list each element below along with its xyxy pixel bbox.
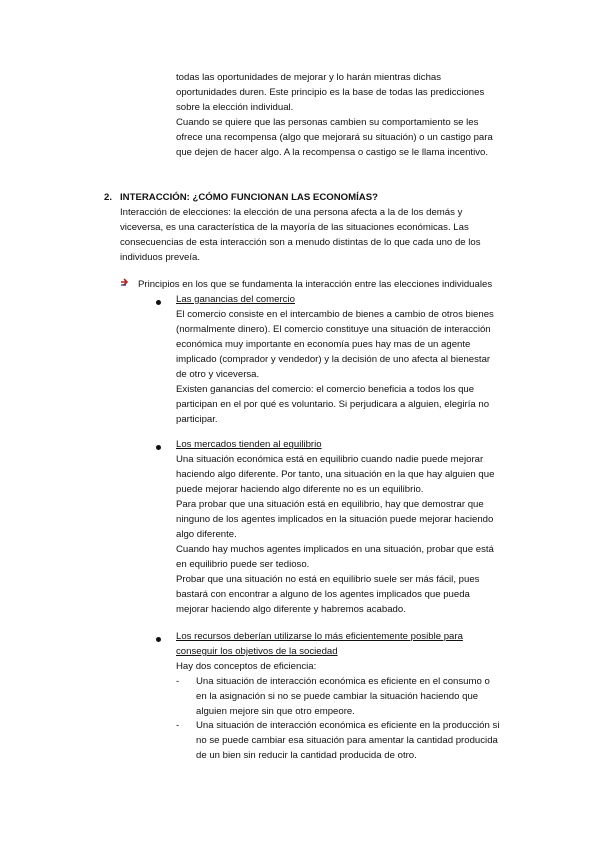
section-heading (104, 190, 378, 205)
text-line: de un bien sin reducir la cantidad producida de otro. (196, 750, 417, 761)
principle-title: Las ganancias del comercio (176, 294, 295, 305)
text-line: Existen ganancias del comercio: el comercio beneficia a todos los que (176, 384, 475, 395)
principle-title: conseguir los objetivos de la sociedad (176, 646, 338, 657)
text-line: puede mejorar haciendo algo diferente no es un equilibrio. (176, 484, 424, 495)
text-line: todas las oportunidades de mejorar y lo harán mientras dichas (176, 72, 442, 83)
text-line: algo diferente. (176, 529, 237, 540)
principle-title: Los mercados tienden al equilibrio (176, 439, 322, 450)
text-line: ninguno de los agentes implicados en la situación puede mejorar haciendo (176, 514, 494, 525)
text-line: Interacción de elecciones: la elección de una persona afecta a la de los demás y (120, 207, 463, 218)
section-body (120, 205, 520, 265)
text-line: Cuando se quiere que las personas cambien su comportamiento se les (176, 117, 479, 128)
bullet-icon (156, 440, 166, 455)
text-line: haciendo algo diferente. Por tanto, una situación en la que hay alguien que (176, 469, 495, 480)
text-line: no se puede cambiar esa situación para amentar la cantidad producida (196, 735, 498, 746)
text-line: oportunidades duren. Este principio es la base de todas las predicciones (176, 87, 485, 98)
text-line: individuos preveía. (120, 252, 200, 263)
text-line: alguien mejore sin que otro empeore. (196, 706, 355, 717)
bullet-icon (156, 632, 166, 647)
text-line: (normalmente dinero). El comercio constituye una situación de interacción (176, 324, 491, 335)
principles-heading-text: Principios en los que se fundamenta la interacción entre las elecciones individuales (138, 279, 493, 290)
text-line: Una situación de interacción económica es eficiente en el consumo o (196, 676, 490, 687)
text-line: de otro y viceversa. (176, 369, 260, 380)
text-line: participar. (176, 414, 218, 425)
dash-marker: - (176, 720, 180, 731)
text-line: El comercio consiste en el intercambio de bienes a cambio de otros bienes (176, 309, 494, 320)
dash-text (196, 674, 526, 719)
principle-item (176, 437, 526, 617)
principle-item (176, 629, 526, 674)
principles-heading (120, 277, 540, 292)
bullet-icon (156, 295, 166, 310)
text-line: viceversa, es una característica de la mayoría de las situaciones económicas. Las (120, 222, 469, 233)
text-line: Probar que una situación no está en equilibrio suele ser más fácil, pues (176, 574, 480, 585)
text-line: ofrece una recompensa (algo que mejorará su situación) o un castigo para (176, 132, 493, 143)
section-title: INTERACCIÓN: ¿CÓMO FUNCIONAN LAS ECONOMÍAS? (120, 192, 378, 203)
text-line: en equilibrio puede ser tedioso. (176, 559, 310, 570)
text-line: consecuencias de esta interacción son a menudo distintas de lo que cada uno de los (120, 237, 481, 248)
principle-item (176, 292, 526, 427)
text-line: Cuando hay muchos agentes implicados en una situación, probar que está (176, 544, 494, 555)
text-line: participan en el por qué es voluntario. Si perjudicara a alguien, elegiría no (176, 399, 490, 410)
text-line: mejorar haciendo algo diferente y habremos acabado. (176, 604, 406, 615)
section-number: 2. (104, 192, 113, 203)
arrow-bullet-icon (120, 277, 138, 292)
principle-title: Los recursos deberían utilizarse lo más eficientemente posible para (176, 631, 463, 642)
text-line: Una situación económica está en equilibrio cuando nadie puede mejorar (176, 454, 484, 465)
dash-text (196, 718, 526, 763)
dash-list-item (176, 718, 521, 766)
text-line: económica muy importante en economía pues hay mas de un agente (176, 339, 471, 350)
text-line: en la asignación si no se puede cambiar la situación haciendo que (196, 691, 479, 702)
text-line: Una situación de interacción económica es eficiente en la producción si (196, 720, 500, 731)
text-line: Hay dos conceptos de eficiencia: (176, 661, 317, 672)
dash-marker: - (176, 676, 180, 687)
text-line: implicado (comprador y vendedor) y la decisión de uno afecta al bienestar (176, 354, 491, 365)
intro-paragraph (176, 70, 521, 160)
text-line: Para probar que una situación está en equilibrio, hay que demostrar que (176, 499, 484, 510)
text-line: bastará con encontrar a alguno de los agentes implicados que pueda (176, 589, 470, 600)
text-line: sobre la elección individual. (176, 102, 294, 113)
text-line: que dejen de hacer algo. A la recompensa o castigo se le llama incentivo. (176, 147, 488, 158)
dash-list-item (176, 674, 521, 722)
